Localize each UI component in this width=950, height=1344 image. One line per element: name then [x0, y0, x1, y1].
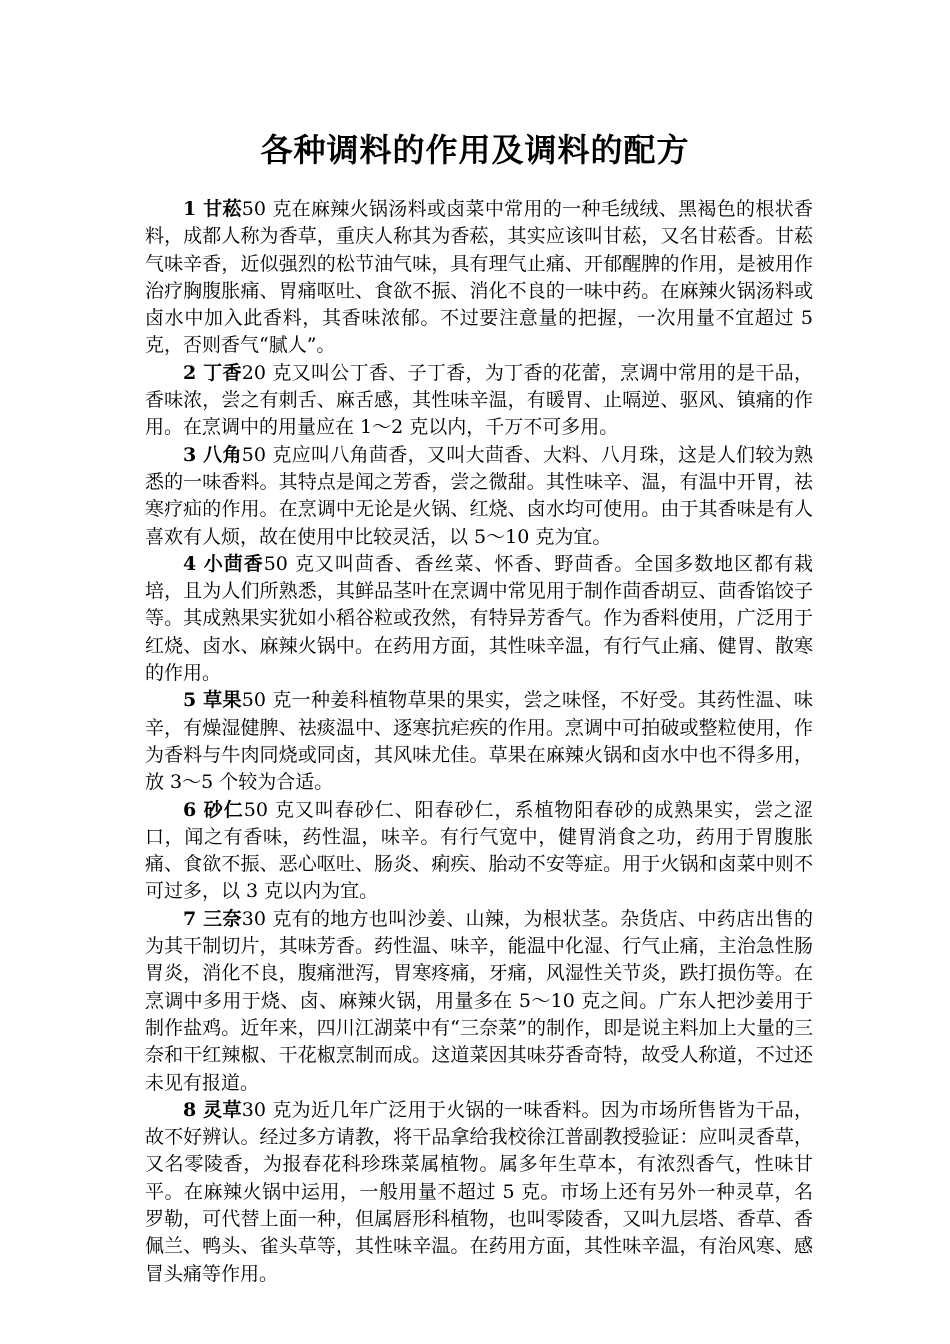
spice-heading: 5 草果: [183, 689, 242, 712]
spice-description: 30 克有的地方也叫沙姜、山辣，为根状茎。杂货店、中药店出售的为其干制切片，其味芳香。药性温、味辛，能温中化湿、行气止痛，主治急性肠胃炎，消化不良，腹痛泄泻，胃寒疼痛，牙痛，风湿性关节炎，跌打损伤等。在烹调中多用于烧、卤、麻辣火锅，用量多在 5～10 克之间。广东人把沙姜用于制作盐鸡。近年来，四川江湖菜中有“三奈菜”的制作，即是说主料加上大量的三奈和干红辣椒、干花椒烹制而成。这道菜因其味芬香奇特，故受人称道，不过还未见有报道。: [145, 907, 813, 1094]
spice-heading: 7 三奈: [183, 907, 242, 930]
spice-heading: 4 小茴香: [183, 552, 264, 575]
spice-entry-5: [145, 687, 813, 796]
spice-entry-2: [145, 360, 813, 442]
spice-description: 20 克又叫公丁香、子丁香，为丁香的花蕾，烹调中常用的是干品，香味浓，尝之有刺舌、麻舌感，其性味辛温，有暖胃、止嗝逆、驱风、镇痛的作用。在烹调中的用量应在 1～2 克以内，千万不可多用。: [145, 361, 813, 439]
spice-heading: 2 丁香: [183, 361, 242, 384]
spice-description: 50 克又叫春砂仁、阳春砂仁，系植物阳春砂的成熟果实，尝之涩口，闻之有香味，药性温，味辛。有行气宽中，健胃消食之功，药用于胃腹胀痛、食欲不振、恶心呕吐、肠炎、痢疾、胎动不安等症。用于火锅和卤菜中则不可过多，以 3 克以内为宜。: [145, 798, 813, 903]
spice-description: 50 克在麻辣火锅汤料或卤菜中常用的一种毛绒绒、黑褐色的根状香料，成都人称为香草，重庆人称其为香菘，其实应该叫甘菘，又名甘菘香。甘菘气味辛香，近似强烈的松节油气味，具有理气止痛、开郁醒脾的作用，是被用作治疗胸腹胀痛、胃痛呕吐、食欲不振、消化不良的一味中药。在麻辣火锅汤料或卤水中加入此香料，其香味浓郁。不过要注意量的把握，一次用量不宜超过 5 克，否则香气“腻人”。: [145, 198, 813, 357]
spice-heading: 6 砂仁: [183, 798, 244, 821]
spice-description: 50 克应叫八角茴香，又叫大茴香、大料、八月珠，这是人们较为熟悉的一味香料。其特点是闻之芳香，尝之微甜。其性味辛、温，有温中开胃，祛寒疗疝的作用。在烹调中无论是火锅、红烧、卤水均可使用。由于其香味是有人喜欢有人烦，故在使用中比较灵活，以 5～10 克为宜。: [145, 443, 813, 548]
spice-description: 50 克又叫茴香、香丝菜、怀香、野茴香。全国多数地区都有栽培，且为人们所熟悉，其鲜品茎叶在烹调中常见用于制作茴香胡豆、茴香馅饺子等。其成熟果实犹如小稻谷粒或孜然，有特异芳香气。作为香料使用，广泛用于红烧、卤水、麻辣火锅中。在药用方面，其性味辛温，有行气止痛、健胃、散寒的作用。: [145, 552, 814, 685]
spice-entry-7: [145, 906, 813, 1097]
spice-heading: 3 八角: [183, 443, 242, 466]
spice-description: 50 克一种姜科植物草果的果实，尝之味怪，不好受。其药性温、味辛，有燥湿健脾、祛痰温中、逐寒抗疟疾的作用。烹调中可拍破或整粒使用，作为香料与牛肉同烧或同卤，其风味尤佳。草果在麻辣火锅和卤水中也不得多用，放 3～5 个较为合适。: [145, 689, 813, 794]
spice-entry-6: [145, 797, 813, 906]
spice-entry-1: [145, 196, 813, 360]
spice-entry-4: [145, 551, 813, 687]
document-body: [145, 196, 813, 1288]
spice-heading: 1 甘菘: [183, 198, 242, 220]
spice-description: 30 克为近几年广泛用于火锅的一味香料。因为市场所售皆为干品，故不好辨认。经过多方请教，将干品拿给我校徐江普副教授验证：应叫灵香草，又名零陵香，为报春花科珍珠菜属植物。属多年生草本，有浓烈香气，性味甘平。在麻辣火锅中运用，一般用量不超过 5 克。市场上还有另外一种灵草，名罗勒，可代替上面一种，但属唇形科植物，也叫零陵香，又叫九层塔、香草、香佩兰、鸭头、雀头草等，其性味辛温。在药用方面，其性味辛温，有治风寒、感冒头痛等作用。: [145, 1098, 813, 1285]
spice-heading: 8 灵草: [183, 1098, 242, 1121]
spice-entry-8: [145, 1097, 813, 1288]
spice-entry-3: [145, 442, 813, 551]
document-title: 各种调料的作用及调料的配方: [260, 131, 690, 169]
